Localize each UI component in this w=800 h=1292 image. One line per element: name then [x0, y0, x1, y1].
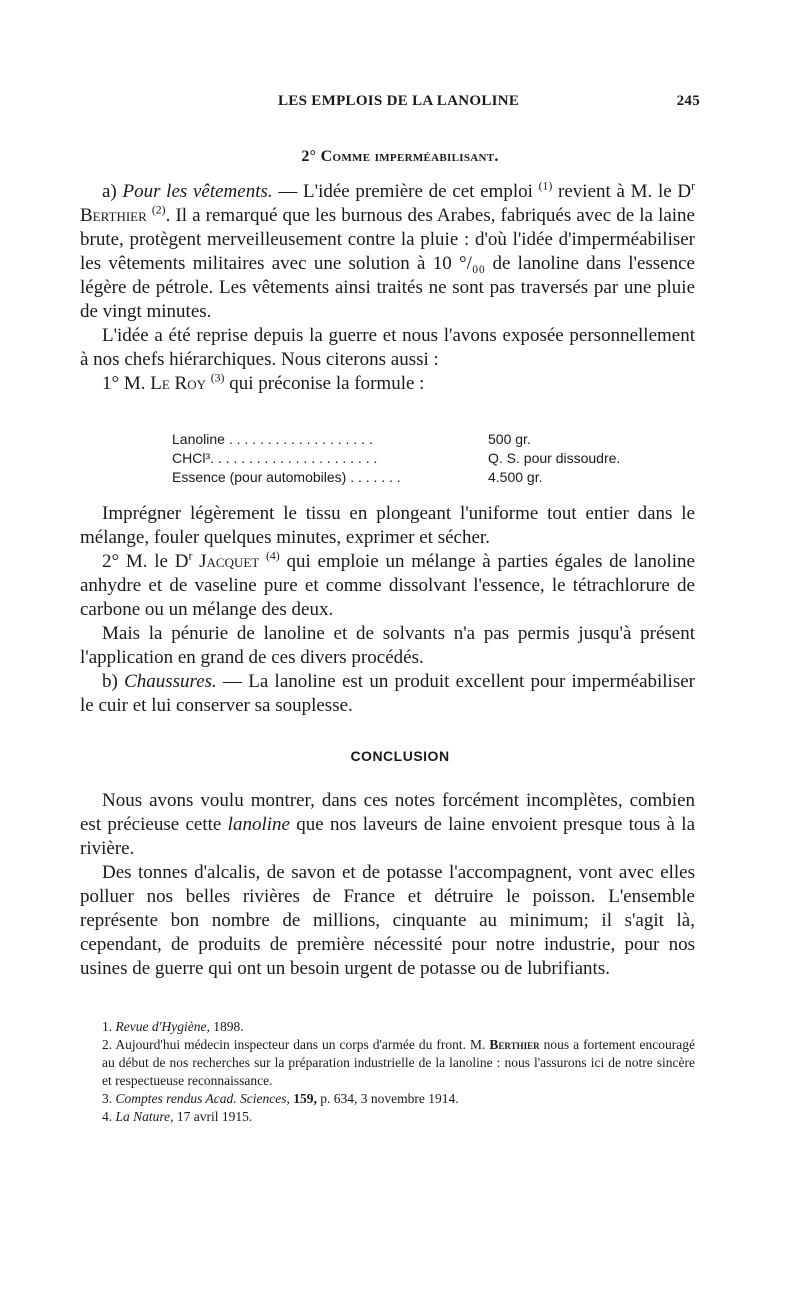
footnote-ref-2: (2)	[151, 203, 166, 217]
vetements-title: Pour les vêtements.	[122, 181, 273, 202]
formula-ingredient: CHCl³. . . . . . . . . . . . . . . . . . . . . .	[172, 450, 378, 466]
formula-ingredient: Lanoline . . . . . . . . . . . . . . . . . . .	[172, 431, 373, 447]
footnote-reference: La Nature,	[115, 1109, 174, 1124]
vetements-rest: . Il a remarqué que les burnous des Arabes, fabriqués avec de la laine brute, protègent merveilleusement contre la pluie : d'où l'idée d'imperméabiliser les vêtements militaires avec une solution à 10 °/₀₀ de lanoline dans l'essence légère de pétrole. Les vêtements ainsi traités ne sont pas traversés par une pluie de vingt minutes.	[80, 205, 695, 322]
conclusion-section	[80, 789, 695, 981]
formula-row	[172, 449, 672, 468]
author-leroy: Le Roy	[150, 373, 206, 394]
conclusion-p1-end: que nos laveurs de laine envoient presque tous à la rivière.	[80, 814, 696, 859]
footnote-name: Berthier	[489, 1037, 540, 1052]
footnote-ref-1: (1)	[538, 179, 553, 193]
chaussures-title: Chaussures.	[124, 671, 217, 692]
footnote-reference: Comptes rendus Acad. Sciences,	[115, 1091, 290, 1106]
chaussures-text: — La lanoline est un produit excellent pour imperméabiliser le cuir et lui conserver sa souplesse.	[80, 671, 695, 716]
footnote-number: 3.	[102, 1091, 113, 1106]
footnote-ref-3: (3)	[210, 371, 225, 385]
author-jacquet: Jacquet	[199, 551, 260, 572]
page-number: 245	[676, 93, 700, 109]
footnote-text: Aujourd'hui médecin inspecteur dans un corps d'armée du front. M.	[115, 1037, 486, 1052]
chaussures-label: b)	[102, 671, 118, 692]
formula-ingredient: Essence (pour automobiles) . . . . . . .	[172, 469, 401, 485]
jacquet-intro: 2° M. le D	[102, 551, 189, 572]
section-heading	[0, 148, 800, 166]
penurie-paragraph: Mais la pénurie de lanoline et de solvants n'a pas permis jusqu'à présent l'application en grand de ces divers procédés.	[80, 623, 695, 668]
section-title-initial: C	[320, 148, 333, 165]
dr-superscript: r	[691, 179, 696, 193]
footnote-ref-4: (4)	[265, 549, 280, 563]
footnote-detail: 17 avril 1915.	[176, 1109, 253, 1124]
leroy-paragraph	[80, 372, 695, 396]
conclusion-p1-start: Nous avons voulu montrer, dans ces notes forcément incomplètes, combien est précieuse cette	[80, 790, 695, 835]
footnote-2	[102, 1036, 695, 1090]
author-berthier: Berthier	[80, 205, 147, 226]
footnotes	[102, 1018, 695, 1126]
conclusion-paragraph-2: Des tonnes d'alcalis, de savon et de potasse l'accompagnent, vont avec elles polluer nos belles rivières de France et détruire le poisson. L'ensemble représente bon nombre de millions, cinquante au minimum; il s'agit là, cependant, de produits de première nécessité pour notre industrie, pour nos usines de guerre qui ont un besoin urgent de potasse ou de lubrifiants.	[80, 862, 695, 979]
after-formula-section	[80, 502, 695, 718]
conclusion-paragraph-1	[80, 789, 695, 861]
footnote-detail: 1898.	[213, 1019, 244, 1034]
formula-quantity: 4.500 gr.	[488, 469, 543, 485]
leroy-end: qui préconise la formule :	[229, 373, 425, 394]
footnote-volume: 159,	[293, 1091, 317, 1106]
jacquet-paragraph	[80, 550, 695, 622]
section-title-rest: omme imperméabilisant.	[332, 148, 499, 165]
footnote-number: 4.	[102, 1109, 113, 1124]
footnote-detail: p. 634, 3 novembre 1914.	[320, 1091, 459, 1106]
formula-row	[172, 468, 672, 487]
formula-row	[172, 430, 672, 449]
footnote-1	[102, 1018, 695, 1036]
vetements-label: a)	[102, 181, 117, 202]
footnote-3	[102, 1090, 695, 1108]
vetements-paragraph-2: L'idée a été reprise depuis la guerre et nous l'avons exposée personnellement à nos chefs hiérarchiques. Nous citerons aussi :	[80, 325, 695, 370]
section-number: 2°	[301, 148, 317, 165]
vetements-section	[80, 180, 695, 396]
conclusion-heading: CONCLUSION	[350, 748, 450, 764]
footnote-4	[102, 1108, 695, 1126]
chaussures-paragraph	[80, 670, 695, 718]
vetements-sentence-end: revient à M. le D	[558, 181, 692, 202]
running-header	[278, 93, 700, 117]
footnote-number: 1.	[102, 1019, 113, 1034]
vetements-paragraph	[80, 180, 695, 324]
vetements-sentence: — L'idée première de cet emploi	[278, 181, 533, 202]
conclusion-p1-italic: lanoline	[227, 814, 290, 835]
running-title: LES EMPLOIS DE LA LANOLINE	[278, 93, 520, 109]
footnote-reference: Revue d'Hygiène,	[115, 1019, 210, 1034]
formula-quantity: 500 gr.	[488, 431, 531, 447]
dr-superscript: r	[188, 549, 193, 563]
jacquet-end: qui emploie un mélange à parties égales de lanoline anhydre et de vaseline pure et comme dissolvant l'essence, le tétrachlorure de carbone ou un mélange des deux.	[80, 551, 695, 620]
footnote-text-end: nous a fortement encouragé au début de nos recherches sur la préparation industrielle de la lanoline : nous l'assurons ici de notre sincère et respectueuse reconnaissance.	[102, 1037, 696, 1088]
footnote-number: 2.	[102, 1037, 113, 1052]
leroy-intro: 1° M.	[102, 373, 146, 394]
formula-table	[172, 430, 672, 487]
impregner-paragraph: Imprégner légèrement le tissu en plongeant l'uniforme tout entier dans le mélange, fouler quelques minutes, exprimer et sécher.	[80, 503, 695, 548]
formula-quantity: Q. S. pour dissoudre.	[488, 450, 621, 466]
